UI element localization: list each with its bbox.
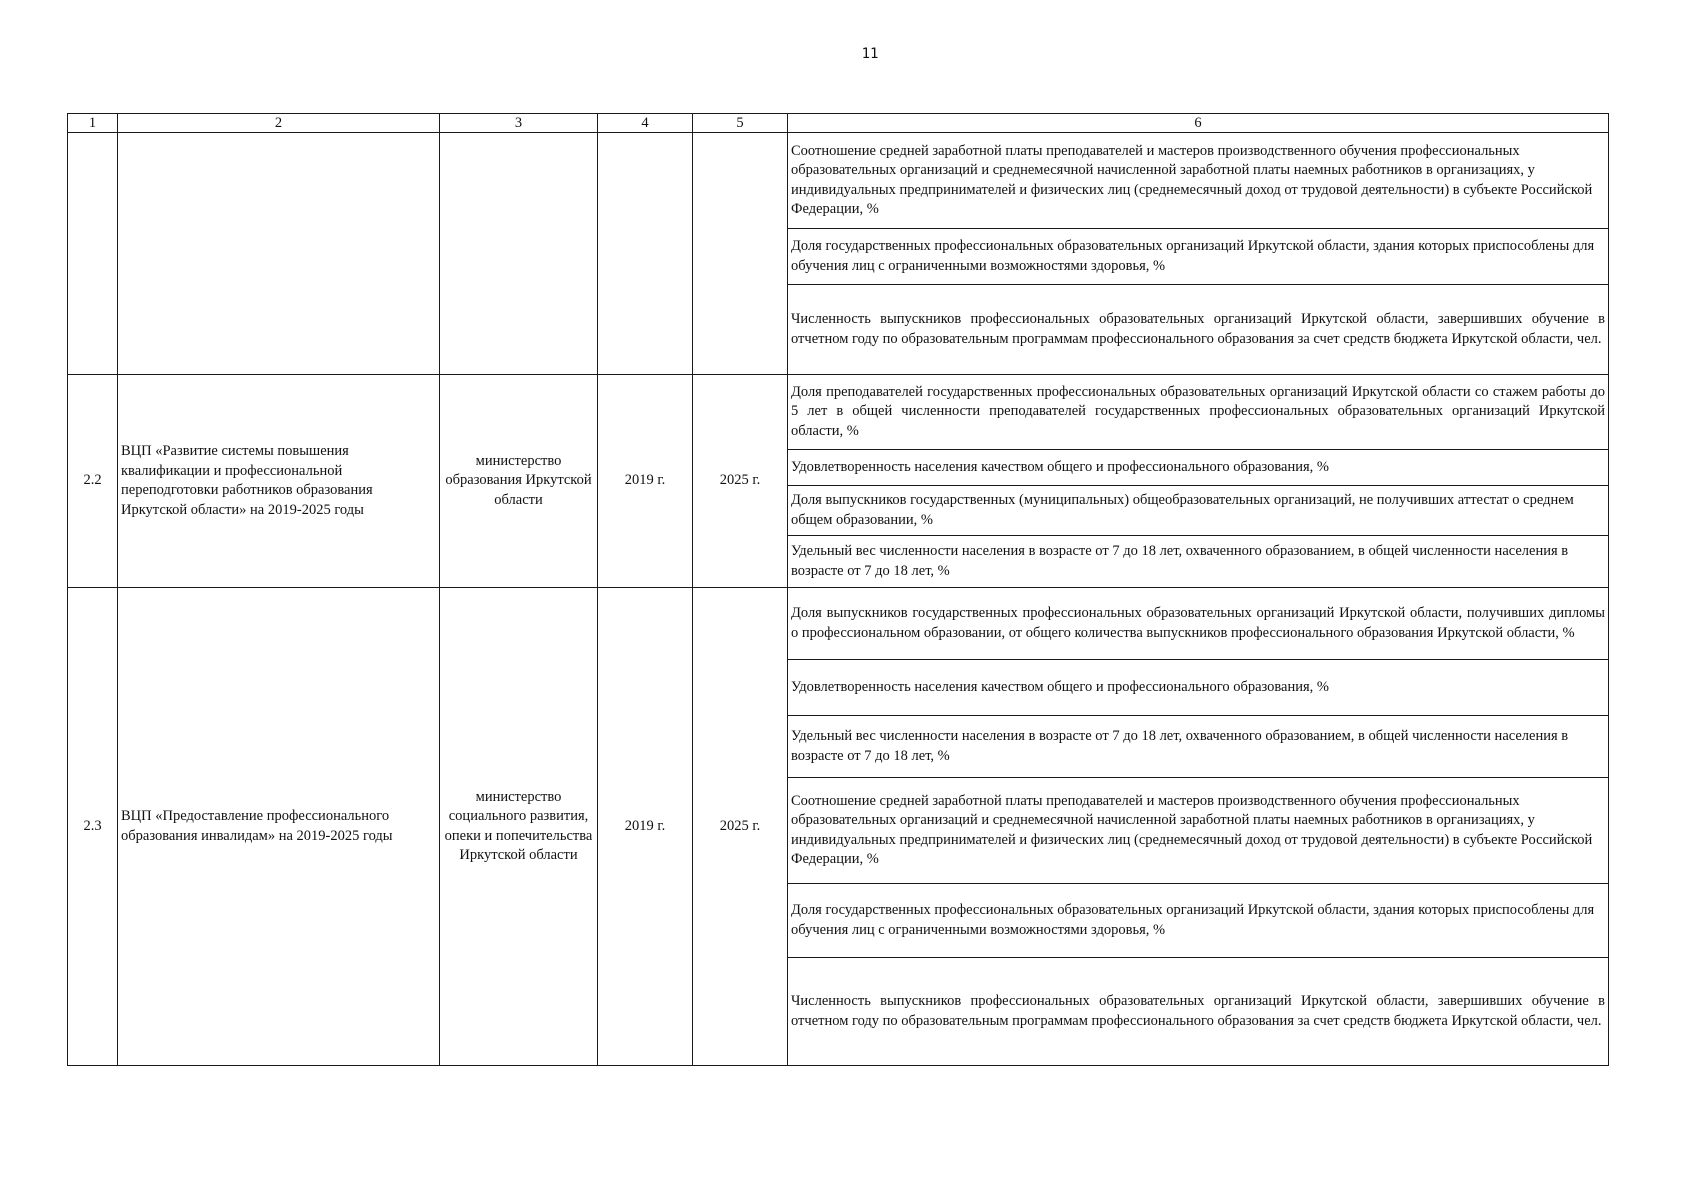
indicator-cell: Соотношение средней заработной платы преподавателей и мастеров производственного обучения профессиональных образовательных организаций и среднемесячной начисленной заработной платы наемных работников в организациях, у индивидуальных предпринимателей и физических лиц (среднемесячный доход от трудовой деятельности) в субъекте Российской Федерации, % bbox=[788, 133, 1609, 229]
indicator-cell: Численность выпускников профессиональных образовательных организаций Иркутской области, завершивших обучение в отчетном году по образовательным программам профессионального образования за счет средств бюджета Иркутской области, чел. bbox=[788, 285, 1609, 375]
indicator-cell: Доля государственных профессиональных образовательных организаций Иркутской области, здания которых приспособлены для обучения лиц с ограниченными возможностями здоровья, % bbox=[788, 884, 1609, 958]
continuation-end-cell bbox=[693, 133, 788, 375]
start-year: 2019 г. bbox=[598, 375, 693, 588]
indicator-cell: Доля государственных профессиональных образовательных организаций Иркутской области, здания которых приспособлены для обучения лиц с ограниченными возможностями здоровья, % bbox=[788, 229, 1609, 285]
program-table bbox=[67, 113, 1609, 1066]
indicator-cell: Удельный вес численности населения в возрасте от 7 до 18 лет, охваченного образованием, в общей численности населения в возрасте от 7 до 18 лет, % bbox=[788, 716, 1609, 778]
indicator-cell: Доля выпускников государственных профессиональных образовательных организаций Иркутской области, получивших дипломы о профессиональном образовании, от общего количества выпускников профессионального образования Иркутской области, % bbox=[788, 588, 1609, 660]
program-name: ВЦП «Предоставление профессионального образования инвалидам» на 2019-2025 годы bbox=[118, 588, 440, 1066]
end-year: 2025 г. bbox=[693, 375, 788, 588]
table-row bbox=[68, 133, 1609, 229]
header-row bbox=[68, 114, 1609, 133]
indicator-cell: Численность выпускников профессиональных образовательных организаций Иркутской области, завершивших обучение в отчетном году по образовательным программам профессионального образования за счет средств бюджета Иркутской области, чел. bbox=[788, 958, 1609, 1066]
table-row bbox=[68, 588, 1609, 660]
program-name: ВЦП «Развитие системы повышения квалификации и профессиональной переподготовки работников образования Иркутской области» на 2019-2025 годы bbox=[118, 375, 440, 588]
column-header-4: 4 bbox=[598, 114, 693, 133]
continuation-start-cell bbox=[598, 133, 693, 375]
column-header-2: 2 bbox=[118, 114, 440, 133]
continuation-name-cell bbox=[118, 133, 440, 375]
executor: министерство социального развития, опеки и попечительства Иркутской области bbox=[440, 588, 598, 1066]
end-year: 2025 г. bbox=[693, 588, 788, 1066]
column-header-6: 6 bbox=[788, 114, 1609, 133]
table-row bbox=[68, 375, 1609, 450]
page-number: 11 bbox=[861, 46, 879, 62]
column-header-1: 1 bbox=[68, 114, 118, 133]
indicator-cell: Удовлетворенность населения качеством общего и профессионального образования, % bbox=[788, 660, 1609, 716]
indicator-cell: Доля преподавателей государственных профессиональных образовательных организаций Иркутской области со стажем работы до 5 лет в общей численности преподавателей государственных профессиональных образовательных организаций Иркутской области, % bbox=[788, 375, 1609, 450]
continuation-num-cell bbox=[68, 133, 118, 375]
executor: министерство образования Иркутской области bbox=[440, 375, 598, 588]
start-year: 2019 г. bbox=[598, 588, 693, 1066]
indicator-cell: Удовлетворенность населения качеством общего и профессионального образования, % bbox=[788, 450, 1609, 486]
indicator-cell: Соотношение средней заработной платы преподавателей и мастеров производственного обучения профессиональных образовательных организаций и среднемесячной начисленной заработной платы наемных работников в организациях, у индивидуальных предпринимателей и физических лиц (среднемесячный доход от трудовой деятельности) в субъекте Российской Федерации, % bbox=[788, 778, 1609, 884]
indicator-cell: Доля выпускников государственных (муниципальных) общеобразовательных организаций, не получивших аттестат о среднем общем образовании, % bbox=[788, 486, 1609, 536]
indicator-cell: Удельный вес численности населения в возрасте от 7 до 18 лет, охваченного образованием, в общей численности населения в возрасте от 7 до 18 лет, % bbox=[788, 536, 1609, 588]
column-header-5: 5 bbox=[693, 114, 788, 133]
row-number: 2.3 bbox=[68, 588, 118, 1066]
continuation-executor-cell bbox=[440, 133, 598, 375]
column-header-3: 3 bbox=[440, 114, 598, 133]
row-number: 2.2 bbox=[68, 375, 118, 588]
